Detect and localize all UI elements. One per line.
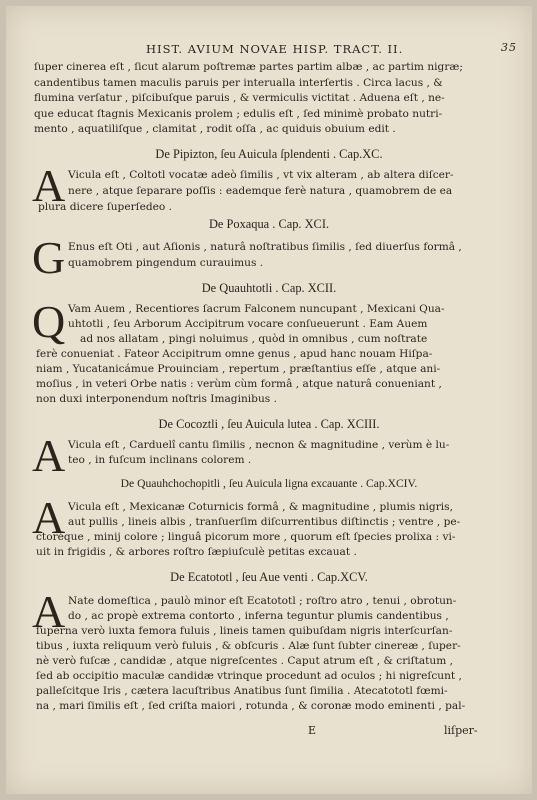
drop-cap: G xyxy=(32,232,66,283)
text-line: Vicula eſt , Carduelî cantu ſimilis , necnon & magnitudine , verùm è lu- xyxy=(68,439,450,451)
text-line: ctoréque , minij colore ; linguâ picorum more , quorum eſt ſpecies prolixa : vi- xyxy=(36,531,456,543)
running-head xyxy=(6,42,532,58)
drop-cap: A xyxy=(32,160,66,211)
chapter-heading: De Ecatototl , ſeu Aue venti . Cap.XCV. xyxy=(170,570,368,584)
text-line: ad nos allatam , pingi noluimus , quòd in omnibus , cum noſtrate xyxy=(80,333,428,345)
drop-cap: Q xyxy=(32,296,66,347)
text-line: flumina verſatur , piſcibuſque paruis , & vermiculis victitat . Aduena eſt , ne- xyxy=(34,92,445,105)
text-line: mento , aquatiliſque , clamitat , rodit oſſa , ac quiduis obuium edit . xyxy=(34,123,396,136)
text-line: Enus eſt Oti , aut Aſionis , naturâ noſtratibus ſimilis , ſed diuerſus formâ , xyxy=(68,241,462,253)
text-line: moſius , in veteri Orbe natis : verùm cùm formâ , atque naturâ conueniant , xyxy=(36,378,442,390)
text-line: plura dicere ſuperſedeo . xyxy=(38,201,173,213)
drop-cap: A xyxy=(32,492,66,543)
text-line: non duxi interponendum noſtris Imaginibus . xyxy=(36,393,277,405)
text-line: ſuper cinerea eſt , ſicut alarum poſtremæ partes partim albæ , ac partim nigræ; xyxy=(34,61,463,73)
text-line: Vam Auem , Recentiores ſacrum Falconem nuncupant , Mexicani Qua- xyxy=(68,303,445,315)
signature-mark: E xyxy=(308,724,317,737)
text-line: Vicula eſt , Mexicanæ Coturnicis formâ , & magnitudine , plumis nigris, xyxy=(68,501,453,513)
text-line: nè verò fuſcæ , candidæ , atque nigreſcentes . Caput atrum eſt , & criſtatum , xyxy=(36,655,454,667)
catchword: liſper- xyxy=(444,724,478,737)
intro-paragraph xyxy=(34,60,494,138)
text-line: ferè conueniat . Fateor Accipitrum omne genus , apud hanc nouam Hiſpa- xyxy=(36,348,433,360)
text-line: que educat ſtagnis Mexicanis prolem ; edulis eſt , ſed minimè probato nutri- xyxy=(34,107,443,120)
chapter-heading: De Poxaqua . Cap. XCI. xyxy=(208,217,330,231)
text-line: niam , Yucatanicámue Prouinciam , repertum , præſtantius eſſe , atque ani- xyxy=(36,363,441,375)
text-line: nere , atque ſeparare poſſis : eademque ferè natura , quamobrem de ea xyxy=(68,185,453,197)
text-line: na , mari ſimilis eſt , ſed criſta maiori , rotunda , & coronæ modo eminenti , pal- xyxy=(36,700,466,712)
chapter-heading: De Quauhtotli . Cap. XCII. xyxy=(201,281,337,295)
text-line: Nate domeſtica , paulò minor eſt Ecatototl ; roſtro atro , tenui , obrotun- xyxy=(68,595,457,607)
text-line: ſed ab occipitio maculæ candidæ vtrinque procedunt ad oculos ; hi nigreſcunt , xyxy=(36,670,462,682)
drop-cap: A xyxy=(32,430,66,481)
text-line: quamobrem pingendum curauimus . xyxy=(68,257,264,269)
text-line: palleſcitque Iris , cætera lacuſtribus Anatibus ſunt ſimilia . Atecatototl fœmi- xyxy=(36,685,448,697)
text-line: candentibus tamen maculis paruis per interualla interſertis . Circa lacus , & xyxy=(34,76,443,89)
text-line: teo , in fuſcum inclinans colorem . xyxy=(68,454,252,466)
text-line: tibus , iuxta reliquum verò fuluis , & obſcuris . Alæ ſunt ſubter cinereæ , ſuper- xyxy=(36,640,461,652)
drop-cap: A xyxy=(32,586,66,637)
text-line: aut pullis , lineis albis , tranſuerſim diſcurrentibus diſtinctis ; ventre , pe- xyxy=(68,516,461,528)
chapter-heading: De Pipizton, ſeu Auicula ſplendenti . Cap.XC. xyxy=(155,147,383,161)
chapter-heading: De Quauhchochopitli , ſeu Auicula ligna excauante . Cap.XCIV. xyxy=(120,477,418,490)
book-page xyxy=(6,6,532,794)
text-line: ſuperna verò iuxta femora fuluis , lineis tamen quibuſdam nigris interſcurſan- xyxy=(36,625,453,637)
text-line: Vicula eſt , Coltotl vocatæ adeò ſimilis , vt vix alteram , ab altera diſcer- xyxy=(68,169,454,181)
page-number: 35 xyxy=(501,41,517,54)
text-line: do , ac propè extrema contorto , inferna teguntur plumis candentibus , xyxy=(68,610,449,622)
chapter-heading: De Cocoztli , ſeu Auicula lutea . Cap. XCIII. xyxy=(158,417,380,431)
running-head-title: HIST. AVIUM NOVAE HISP. TRACT. II. xyxy=(146,42,404,56)
text-line: uit in frigidis , & arbores roſtro ſæpiuſculè petitas excauat . xyxy=(36,546,357,558)
text-line: uhtotli , ſeu Arborum Accipitrum vocare conſueuerunt . Eam Auem xyxy=(68,318,428,330)
